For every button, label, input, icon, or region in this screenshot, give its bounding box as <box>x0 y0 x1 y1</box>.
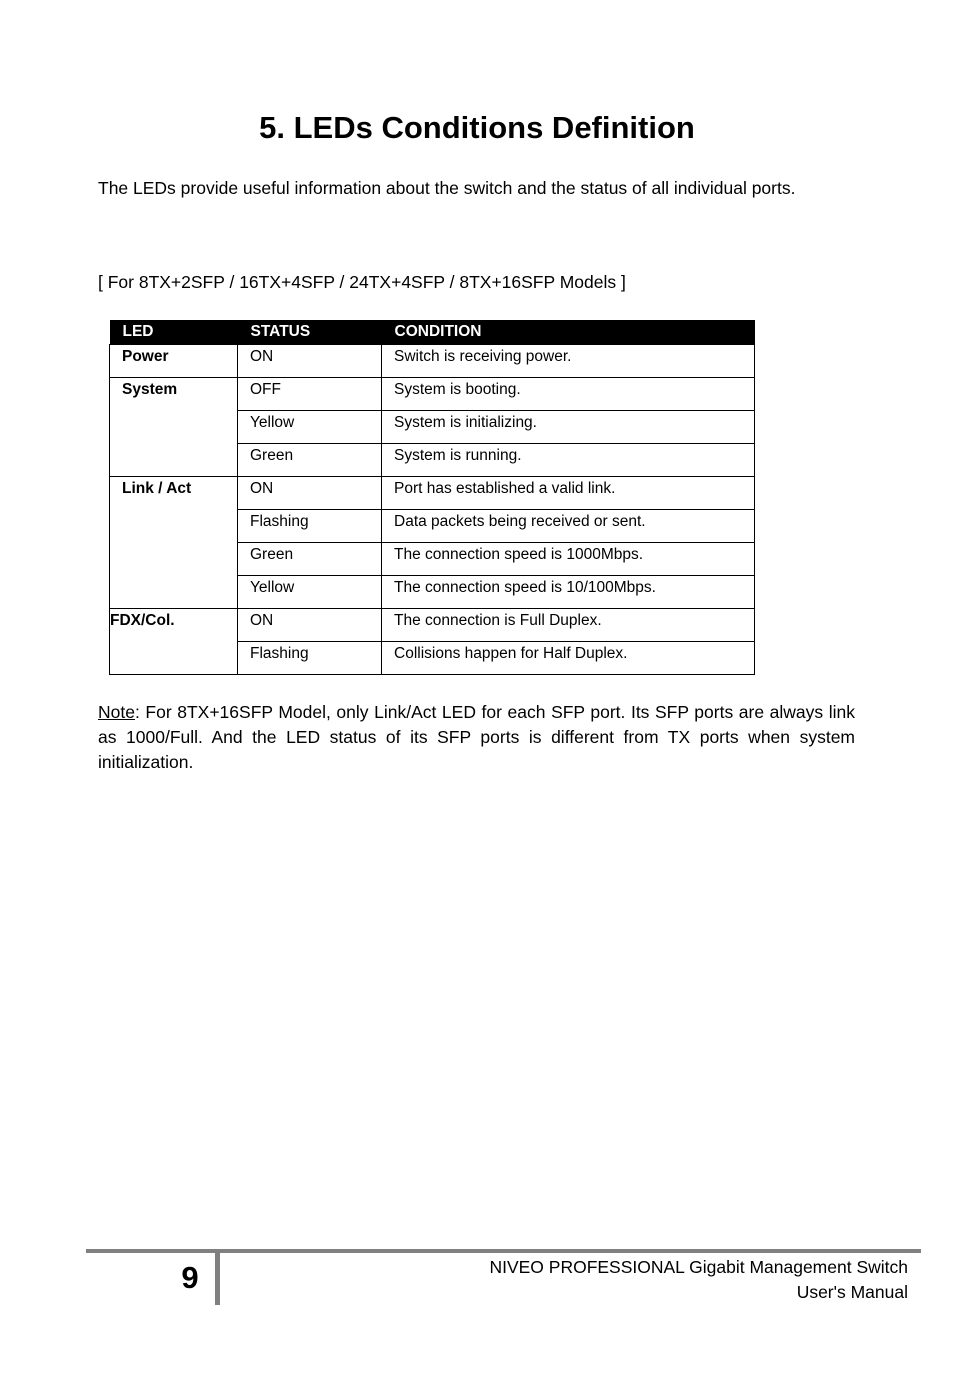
models-caption: [ For 8TX+2SFP / 16TX+4SFP / 24TX+4SFP / 8TX+16SFP Models ] <box>98 272 626 292</box>
condition-cell: System is running. <box>382 444 755 477</box>
condition-cell: System is initializing. <box>382 411 755 444</box>
led-name-system: System <box>110 378 238 477</box>
condition-cell: The connection speed is 10/100Mbps. <box>382 576 755 609</box>
condition-cell: Data packets being received or sent. <box>382 510 755 543</box>
footer-rule <box>86 1249 921 1253</box>
led-name-power: Power <box>110 345 238 378</box>
header-condition: CONDITION <box>382 320 755 345</box>
table-row <box>110 477 755 510</box>
status-cell: Green <box>238 543 382 576</box>
led-name-fdx-col: FDX/Col. <box>110 609 238 675</box>
note-paragraph <box>98 700 855 775</box>
note-text: : For 8TX+16SFP Model, only Link/Act LED for each SFP port. Its SFP ports are always link as 1000/Full. And the LED status of its SFP ports is different from TX ports when system initialization. <box>98 702 855 772</box>
condition-cell: Switch is receiving power. <box>382 345 755 378</box>
status-cell: Flashing <box>238 642 382 675</box>
footer-divider <box>215 1253 220 1305</box>
condition-cell: Collisions happen for Half Duplex. <box>382 642 755 675</box>
led-conditions-table <box>109 320 755 675</box>
status-cell: ON <box>238 609 382 642</box>
status-cell: Yellow <box>238 411 382 444</box>
condition-cell: System is booting. <box>382 378 755 411</box>
footer-title <box>408 1255 908 1305</box>
status-cell: OFF <box>238 378 382 411</box>
status-cell: Yellow <box>238 576 382 609</box>
status-cell: Flashing <box>238 510 382 543</box>
page-title: 5. LEDs Conditions Definition <box>259 110 695 145</box>
table-row <box>110 345 755 378</box>
table-header-row <box>110 320 755 345</box>
condition-cell: Port has established a valid link. <box>382 477 755 510</box>
table-row <box>110 609 755 642</box>
note-label: Note <box>98 702 135 722</box>
table-row <box>110 378 755 411</box>
status-cell: Green <box>238 444 382 477</box>
footer-line-2: User's Manual <box>796 1282 908 1302</box>
condition-cell: The connection is Full Duplex. <box>382 609 755 642</box>
footer-line-1: NIVEO PROFESSIONAL Gigabit Management Switch <box>489 1257 908 1277</box>
page-number: 9 <box>181 1260 199 1295</box>
status-cell: ON <box>238 345 382 378</box>
intro-paragraph: The LEDs provide useful information about the switch and the status of all individual ports. <box>98 178 796 198</box>
led-name-link-act: Link / Act <box>110 477 238 609</box>
header-status: STATUS <box>238 320 382 345</box>
status-cell: ON <box>238 477 382 510</box>
condition-cell: The connection speed is 1000Mbps. <box>382 543 755 576</box>
header-led: LED <box>110 320 238 345</box>
